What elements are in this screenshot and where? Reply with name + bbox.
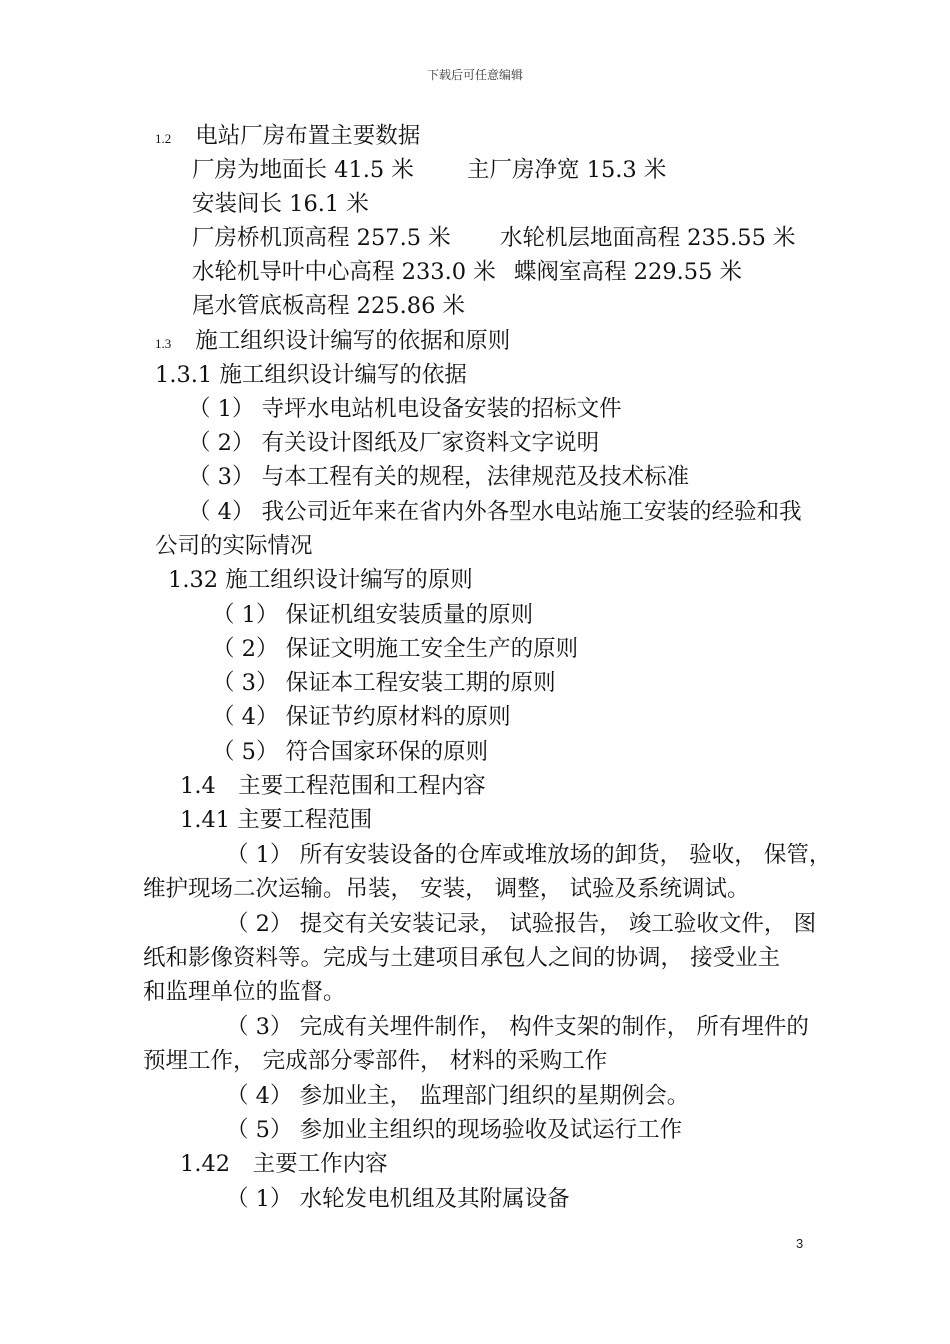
list-item-continuation: 维护现场二次运输。吊装， 安装， 调整， 试验及系统调试。 [143,876,750,902]
section-title: 施工组织设计编写的依据和原则 [195,328,511,354]
data-line: 厂房为地面长 41.5 米 [192,157,414,183]
list-item-continuation: 预埋工作， 完成部分零部件， 材料的采购工作 [143,1048,608,1074]
page-number: 3 [796,1236,804,1251]
subsection-heading: 1.32 施工组织设计编写的原则 [168,567,473,593]
list-item: （ 4） 我公司近年来在省内外各型水电站施工安装的经验和我 [188,499,802,525]
data-line: 主厂房净宽 15.3 米 [467,157,667,183]
data-line: 厂房桥机顶高程 257.5 米 [192,225,451,251]
section-1-4-heading: 1.4 主要工程范围和工程内容 [180,773,486,799]
list-item: （ 2） 提交有关安装记录， 试验报告， 竣工验收文件， 图 [226,911,817,937]
list-item-continuation: 公司的实际情况 [155,533,313,559]
section-1-3-heading [155,324,510,361]
list-item: （ 1） 所有安装设备的仓库或堆放场的卸货， 验收， 保管， [226,842,832,868]
list-item: （ 2） 有关设计图纸及厂家资料文字说明 [188,430,600,456]
section-1-2-heading [155,119,420,156]
data-line: 蝶阀室高程 229.55 米 [514,259,743,285]
section-number: 1.2 [155,131,172,146]
page-header: 下载后可任意编辑 [426,68,523,82]
list-item: （ 4） 参加业主， 监理部门组织的星期例会。 [226,1083,690,1109]
data-line: 安装间长 16.1 米 [192,191,369,217]
list-item: （ 1） 保证机组安装质量的原则 [212,602,534,628]
section-number: 1.3 [155,336,172,351]
data-line: 水轮机导叶中心高程 233.0 米 [192,259,496,285]
list-item: （ 2） 保证文明施工安全生产的原则 [212,636,579,662]
subsection-heading: 1.3.1 施工组织设计编写的依据 [155,362,467,388]
data-line: 水轮机层地面高程 235.55 米 [500,225,796,251]
list-item: （ 3） 与本工程有关的规程，法律规范及技术标准 [188,464,690,490]
list-item: （ 4） 保证节约原材料的原则 [212,704,511,730]
list-item: （ 1） 寺坪水电站机电设备安装的招标文件 [188,396,622,422]
subsection-heading: 1.41 主要工程范围 [180,807,373,833]
list-item: （ 3） 完成有关埋件制作， 构件支架的制作， 所有埋件的 [226,1014,809,1040]
data-line: 尾水管底板高程 225.86 米 [192,293,466,319]
list-item: （ 5） 参加业主组织的现场验收及试运行工作 [226,1117,683,1143]
list-item-continuation: 纸和影像资料等。完成与土建项目承包人之间的协调， 接受业主 [143,945,781,971]
list-item: （ 5） 符合国家环保的原则 [212,739,489,765]
list-item: （ 3） 保证本工程安装工期的原则 [212,670,556,696]
list-item-continuation: 和监理单位的监督。 [143,979,346,1005]
section-title: 电站厂房布置主要数据 [195,123,421,149]
subsection-heading: 1.42 主要工作内容 [180,1151,388,1177]
list-item: （ 1） 水轮发电机组及其附属设备 [226,1186,570,1212]
